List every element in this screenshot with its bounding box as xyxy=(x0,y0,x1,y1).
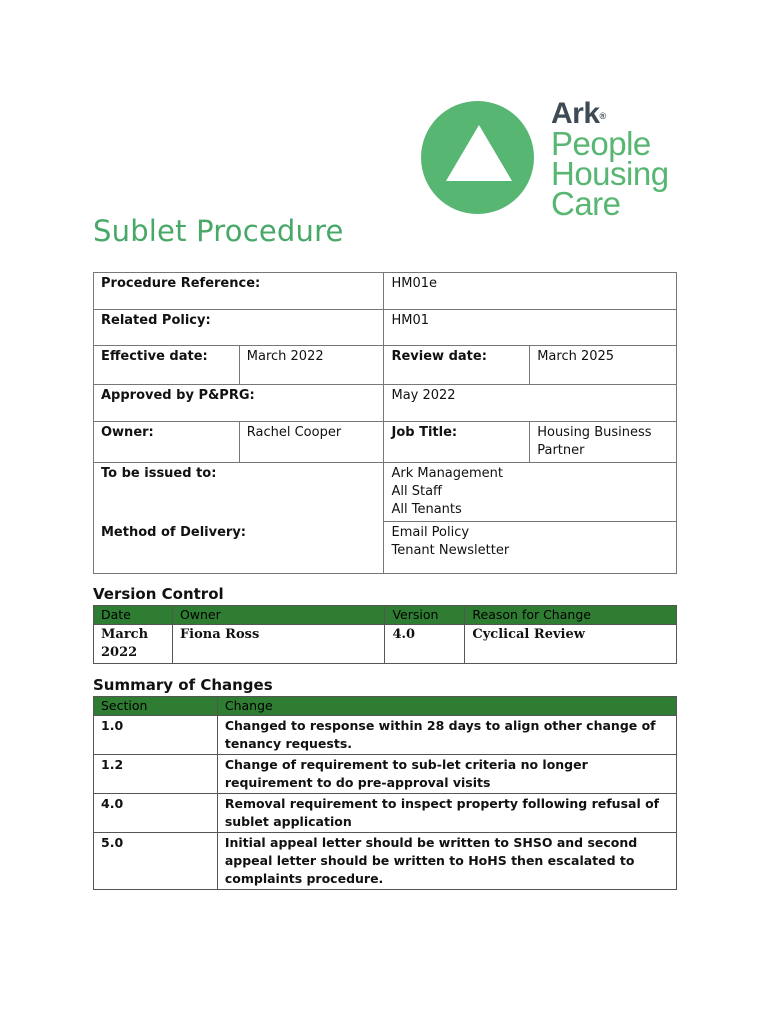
version-date: March 2022 xyxy=(94,625,173,664)
job-title-label: Job Title: xyxy=(384,422,530,463)
delivery-item: Email Policy xyxy=(391,525,470,540)
col-header-owner: Owner xyxy=(172,606,385,625)
summary-section: 1.2 xyxy=(94,755,218,794)
procedure-reference-label: Procedure Reference: xyxy=(94,273,384,310)
delivery-item: Tenant Newsletter xyxy=(391,543,510,558)
table-row xyxy=(94,755,677,794)
ark-logo xyxy=(421,97,681,222)
page-title: Sublet Procedure xyxy=(93,214,344,248)
version-reason: Cyclical Review xyxy=(465,625,677,664)
review-date-value: March 2025 xyxy=(530,346,677,385)
summary-section: 1.0 xyxy=(94,716,218,755)
table-row xyxy=(94,833,677,890)
logo-ark: Ark xyxy=(551,97,600,130)
issued-to-values xyxy=(384,463,677,522)
summary-section: 4.0 xyxy=(94,794,218,833)
issued-to-item: All Staff xyxy=(391,484,443,499)
approved-label: Approved by P&PRG: xyxy=(94,385,384,422)
version-control-table xyxy=(93,605,677,664)
summary-section: 5.0 xyxy=(94,833,218,890)
related-policy-label: Related Policy: xyxy=(94,310,384,346)
version-control-heading: Version Control xyxy=(93,585,224,603)
version-number: 4.0 xyxy=(385,625,465,664)
table-row xyxy=(94,794,677,833)
procedure-reference-value: HM01e xyxy=(384,273,677,310)
table-row xyxy=(94,716,677,755)
registered-mark: ® xyxy=(599,111,606,121)
summary-change: Initial appeal letter should be written to SHSO and second appeal letter should be written to HoHS then escalated to complaints procedure. xyxy=(217,833,676,890)
summary-change: Change of requirement to sub-let criteria no longer requirement to do pre-approval visits xyxy=(217,755,676,794)
summary-table xyxy=(93,696,677,890)
summary-heading: Summary of Changes xyxy=(93,676,273,694)
col-header-reason: Reason for Change xyxy=(465,606,677,625)
delivery-label: Method of Delivery: xyxy=(94,522,384,574)
issued-to-item: All Tenants xyxy=(391,502,462,517)
effective-date-label: Effective date: xyxy=(94,346,240,385)
related-policy-value: HM01 xyxy=(384,310,677,346)
summary-change: Removal requirement to inspect property following refusal of sublet application xyxy=(217,794,676,833)
col-header-date: Date xyxy=(94,606,173,625)
delivery-values xyxy=(384,522,677,574)
col-header-version: Version xyxy=(385,606,465,625)
job-title-value: Housing Business Partner xyxy=(530,422,677,463)
triangle-icon xyxy=(446,125,512,181)
summary-change: Changed to response within 28 days to align other change of tenancy requests. xyxy=(217,716,676,755)
col-header-change: Change xyxy=(217,697,676,716)
table-row xyxy=(94,625,677,664)
issued-to-label: To be issued to: xyxy=(94,463,384,522)
effective-date-value: March 2022 xyxy=(239,346,384,385)
logo-word-people: People xyxy=(551,125,651,162)
version-owner: Fiona Ross xyxy=(172,625,385,664)
logo-wordmark xyxy=(551,97,669,222)
approved-value: May 2022 xyxy=(384,385,677,422)
logo-word-housing: Housing xyxy=(551,155,669,192)
logo-word-care: Care xyxy=(551,185,621,222)
review-date-label: Review date: xyxy=(384,346,530,385)
owner-value: Rachel Cooper xyxy=(239,422,384,463)
issued-to-item: Ark Management xyxy=(391,466,504,481)
col-header-section: Section xyxy=(94,697,218,716)
owner-label: Owner: xyxy=(94,422,240,463)
procedure-info-table xyxy=(93,272,677,574)
